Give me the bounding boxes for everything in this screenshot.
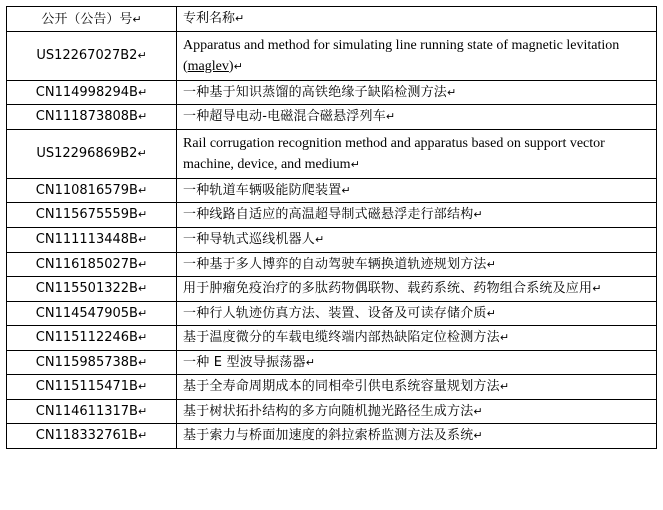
paragraph-mark-icon: ↵ — [315, 233, 325, 247]
publication-number-text: CN114611317B — [35, 403, 138, 419]
paragraph-mark-icon: ↵ — [137, 110, 148, 124]
cell-publication-number — [7, 129, 177, 178]
patent-title-text: 基于全寿命周期成本的同相牵引供电系统容量规划方法 — [183, 379, 500, 395]
cell-publication-number — [7, 178, 177, 203]
cell-patent-title — [177, 399, 657, 424]
paragraph-mark-icon: ↵ — [137, 257, 148, 271]
column-header-patent-title — [177, 7, 657, 32]
publication-number-text: CN116185027B — [35, 256, 138, 272]
paragraph-mark-icon: ↵ — [137, 49, 147, 63]
paragraph-mark-icon: ↵ — [137, 404, 148, 418]
cell-publication-number — [7, 277, 177, 302]
cell-patent-title — [177, 277, 657, 302]
paragraph-mark-icon: ↵ — [137, 208, 148, 222]
paragraph-mark-icon: ↵ — [137, 355, 148, 369]
cell-publication-number — [7, 203, 177, 228]
table-row — [7, 80, 657, 105]
patent-title-text: 基于树状拓扑结构的多方向随机抛光路径生成方法 — [183, 403, 474, 419]
cell-patent-title — [177, 203, 657, 228]
patent-table — [6, 6, 657, 449]
paragraph-mark-icon: ↵ — [499, 331, 510, 345]
cell-patent-title — [177, 326, 657, 351]
publication-number-text: CN110816579B — [35, 182, 138, 198]
paragraph-mark-icon: ↵ — [473, 429, 483, 443]
table-row — [7, 129, 657, 178]
table-row — [7, 105, 657, 130]
paragraph-mark-icon: ↵ — [132, 13, 142, 26]
patent-title-text: 一种导轨式巡线机器人 — [183, 232, 316, 248]
paragraph-mark-icon: ↵ — [137, 331, 148, 345]
paragraph-mark-icon: ↵ — [486, 306, 497, 320]
paragraph-mark-icon: ↵ — [447, 85, 457, 99]
paragraph-mark-icon: ↵ — [341, 183, 351, 197]
publication-number-text: US12267027B2 — [36, 48, 138, 64]
patent-title-text: 一种 E 型波导振荡器 — [183, 354, 306, 370]
cell-publication-number — [7, 350, 177, 375]
cell-patent-title — [177, 350, 657, 375]
paragraph-mark-icon: ↵ — [350, 157, 360, 171]
table-row — [7, 178, 657, 203]
patent-title-text: 一种线路自适应的高温超导制式磁悬浮走行部结构 — [183, 207, 474, 223]
table-row — [7, 326, 657, 351]
paragraph-mark-icon: ↵ — [592, 282, 602, 296]
table-row — [7, 203, 657, 228]
cell-publication-number — [7, 31, 177, 80]
paragraph-mark-icon: ↵ — [137, 380, 148, 394]
paragraph-mark-icon: ↵ — [235, 12, 245, 26]
publication-number-text: CN115675559B — [35, 207, 138, 223]
publication-number-text: CN114547905B — [35, 305, 138, 321]
table-row — [7, 252, 657, 277]
publication-number-text: CN115112246B — [35, 330, 138, 346]
patent-title-text: 一种基于知识蒸馏的高铁绝缘子缺陷检测方法 — [183, 84, 448, 100]
table-body — [7, 31, 657, 448]
paragraph-mark-icon: ↵ — [137, 429, 148, 443]
paragraph-mark-icon: ↵ — [137, 282, 148, 296]
cell-patent-title — [177, 424, 657, 449]
table-header-row — [7, 7, 657, 32]
patent-title-text: 一种基于多人博弈的自动驾驶车辆换道轨迹规划方法 — [183, 256, 487, 272]
publication-number-text: CN111873808B — [35, 109, 138, 125]
patent-title-text: 一种轨道车辆吸能防爬装置 — [183, 182, 342, 198]
cell-patent-title — [177, 375, 657, 400]
cell-publication-number — [7, 399, 177, 424]
paragraph-mark-icon: ↵ — [137, 85, 148, 99]
cell-publication-number — [7, 424, 177, 449]
cell-patent-title — [177, 129, 657, 178]
cell-patent-title — [177, 105, 657, 130]
publication-number-text: US12296869B2 — [36, 146, 138, 162]
cell-patent-title — [177, 80, 657, 105]
patent-title-text: 用于肿瘤免疫治疗的多肽药物偶联物、载药系统、药物组合系统及应用 — [183, 281, 593, 297]
paragraph-mark-icon: ↵ — [473, 404, 483, 418]
publication-number-text: CN118332761B — [35, 428, 138, 444]
patent-title-text: 一种行人轨迹仿真方法、装置、设备及可读存储介质 — [183, 305, 487, 321]
cell-patent-title — [177, 252, 657, 277]
paragraph-mark-icon: ↵ — [385, 110, 396, 124]
paragraph-mark-icon: ↵ — [137, 183, 148, 197]
paragraph-mark-icon: ↵ — [473, 208, 483, 222]
table-row — [7, 301, 657, 326]
cell-publication-number — [7, 326, 177, 351]
table-row — [7, 350, 657, 375]
cell-publication-number — [7, 105, 177, 130]
patent-title-text: 基于温度微分的车载电缆终端内部热缺陷定位检测方法 — [183, 330, 500, 346]
paragraph-mark-icon: ↵ — [486, 257, 497, 271]
cell-patent-title — [177, 301, 657, 326]
publication-number-text: CN111113448B — [35, 232, 138, 248]
cell-patent-title — [177, 228, 657, 253]
cell-patent-title — [177, 178, 657, 203]
paragraph-mark-icon: ↵ — [233, 59, 243, 73]
paragraph-mark-icon: ↵ — [137, 306, 148, 320]
publication-number-text: CN115985738B — [35, 354, 138, 370]
paragraph-mark-icon: ↵ — [137, 147, 147, 161]
table-header — [7, 7, 657, 32]
patent-title-text: 一种超导电动-电磁混合磁悬浮列车 — [183, 109, 386, 125]
table-row — [7, 375, 657, 400]
cell-publication-number — [7, 375, 177, 400]
paragraph-mark-icon: ↵ — [305, 355, 316, 369]
paragraph-mark-icon: ↵ — [499, 380, 510, 394]
cell-publication-number — [7, 252, 177, 277]
column-header-patent-title-label: 专利名称 — [183, 11, 236, 27]
publication-number-text: CN114998294B — [35, 84, 138, 100]
cell-publication-number — [7, 228, 177, 253]
column-header-publication-number — [7, 7, 177, 32]
patent-title-text: Rail corrugation recognition method and apparatus based on support vector machine, device, and medium — [183, 135, 605, 172]
publication-number-text: CN115115471B — [35, 379, 138, 395]
table-row — [7, 424, 657, 449]
table-row — [7, 399, 657, 424]
paragraph-mark-icon: ↵ — [137, 233, 148, 247]
cell-publication-number — [7, 80, 177, 105]
table-row — [7, 277, 657, 302]
cell-patent-title: Apparatus and method for simulating line running state of magnetic levitation (maglev)↵ — [177, 31, 657, 80]
patent-title-text: 基于索力与桥面加速度的斜拉索桥监测方法及系统 — [183, 428, 474, 444]
cell-publication-number — [7, 301, 177, 326]
underlined-term: maglev — [187, 58, 229, 74]
column-header-publication-number-label: 公开（公告）号 — [41, 11, 133, 26]
publication-number-text: CN115501322B — [35, 281, 138, 297]
table-row — [7, 228, 657, 253]
table-row — [7, 31, 657, 80]
